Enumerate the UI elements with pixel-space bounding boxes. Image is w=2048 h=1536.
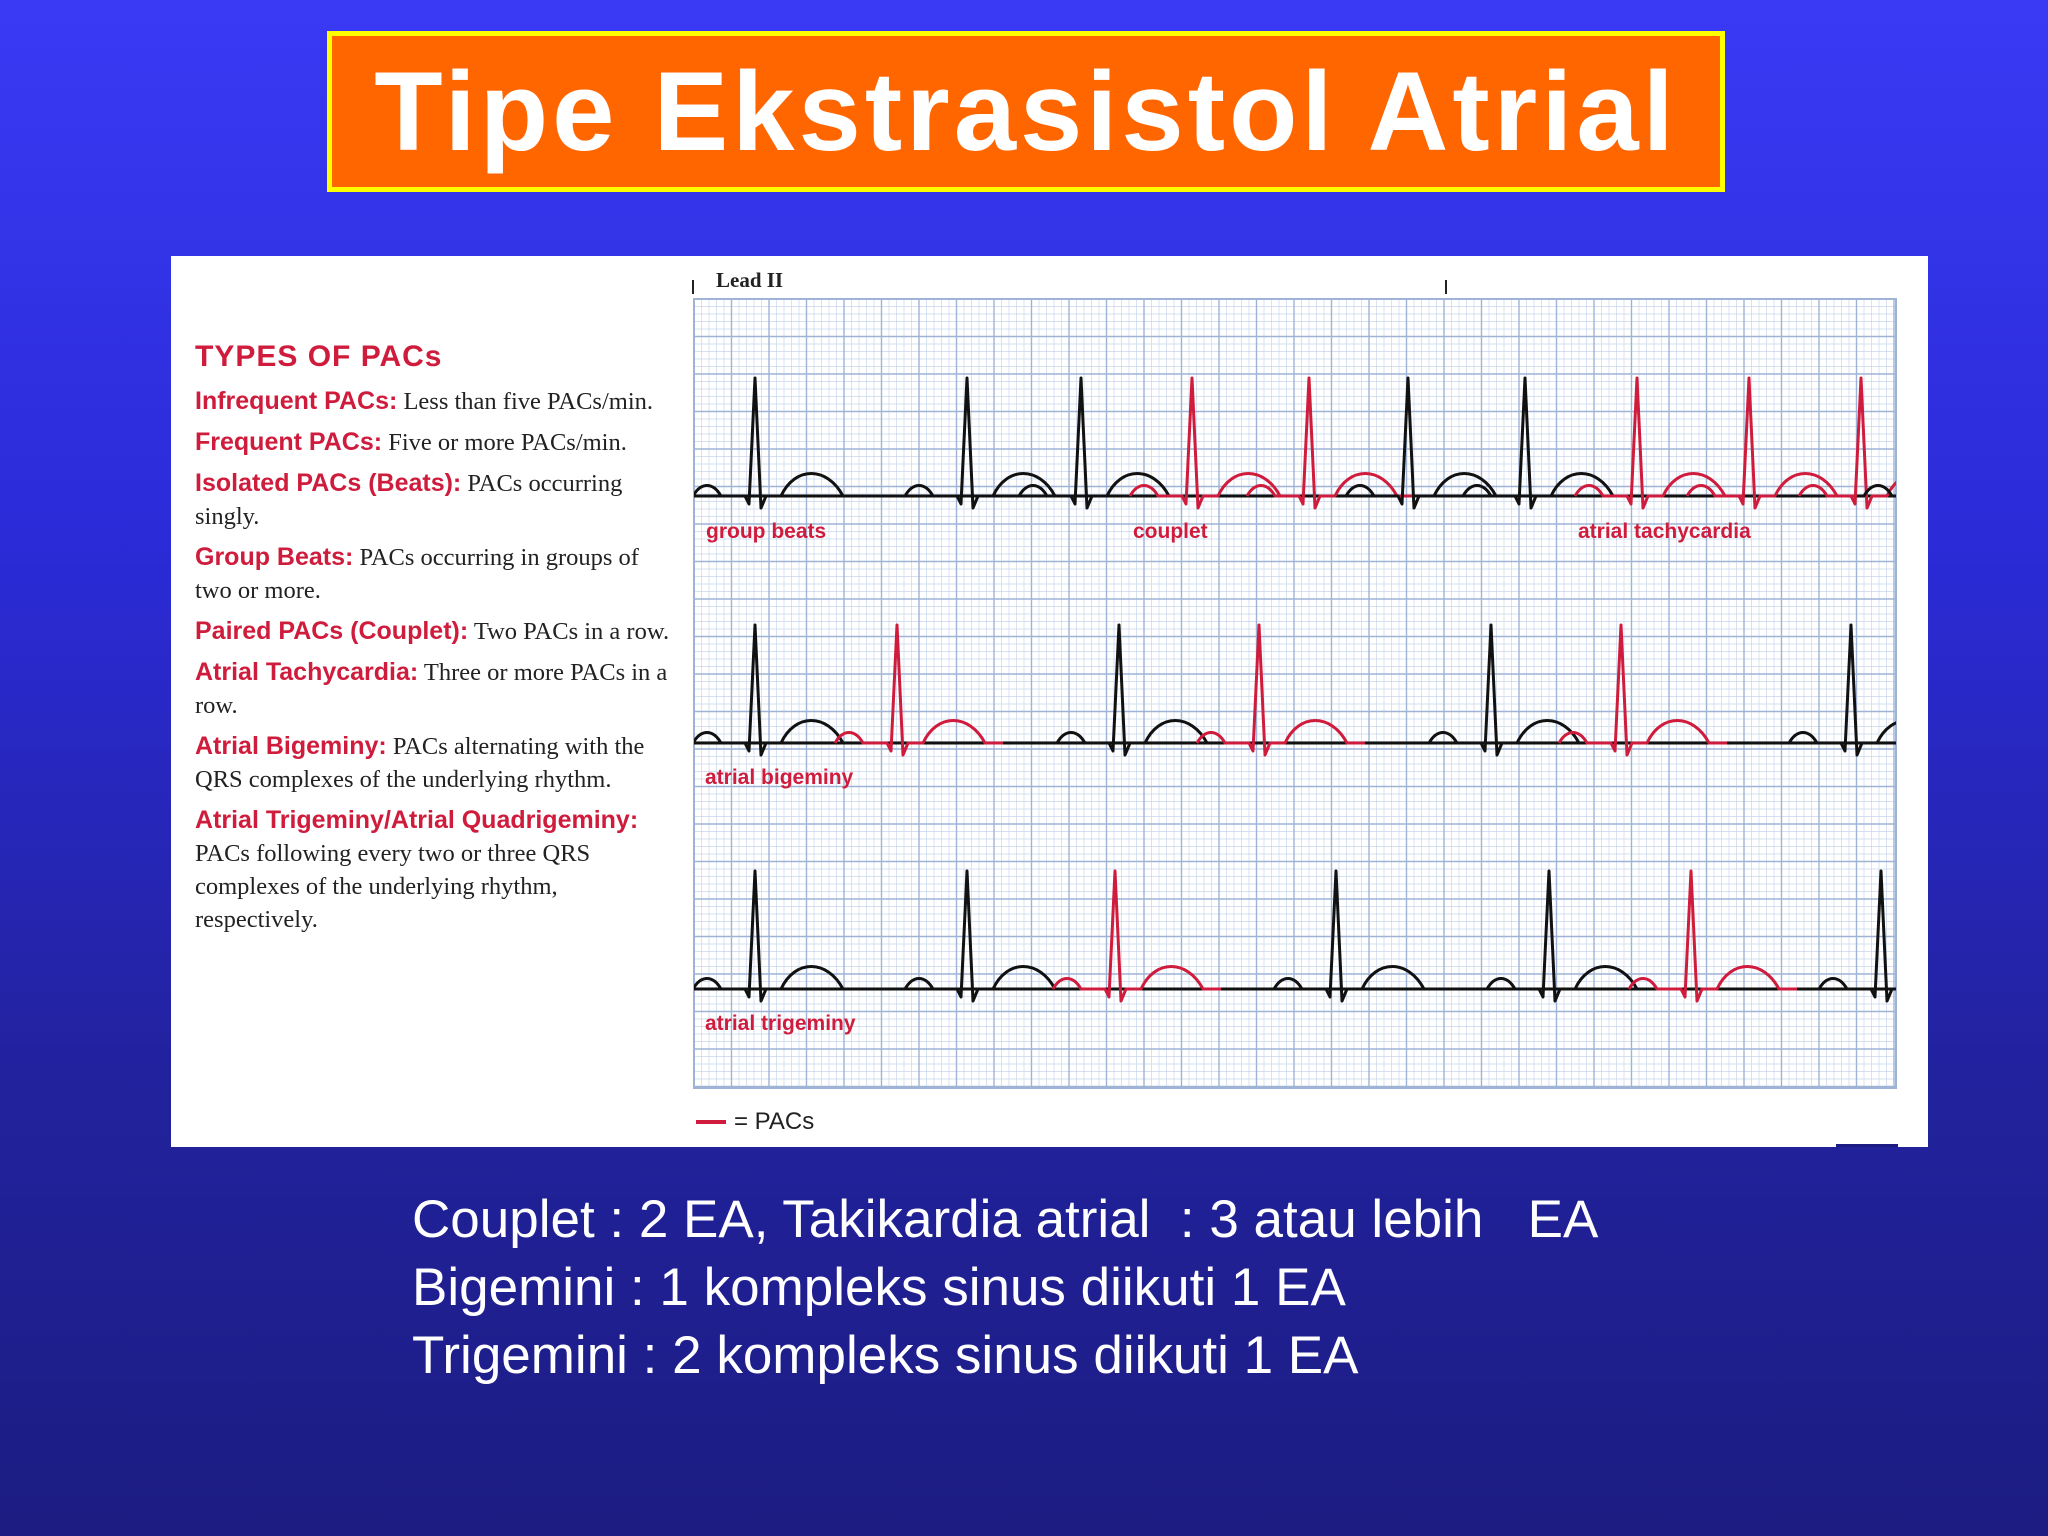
strip-label-couplet: couplet xyxy=(1133,520,1208,543)
type-desc: PACs occurring in groups of two or more. xyxy=(195,544,639,604)
type-desc: Two PACs in a row. xyxy=(473,618,670,645)
type-term: Atrial Tachycardia: xyxy=(195,658,419,686)
type-desc: PACs alternating with the QRS complexes of the underlying rhythm. xyxy=(195,733,645,793)
type-desc: Five or more PACs/min. xyxy=(388,429,627,456)
type-desc: Three or more PACs in a row. xyxy=(195,659,668,719)
normal-beat xyxy=(693,378,861,508)
pac-beat xyxy=(1559,625,1727,755)
pac-beat xyxy=(1575,378,1743,508)
normal-beat xyxy=(905,378,1073,508)
type-term: Paired PACs (Couplet): xyxy=(195,617,469,645)
pac-beat xyxy=(1130,378,1298,508)
summary-line: Couplet : 2 EA, Takikardia atrial : 3 atau lebih EA xyxy=(412,1190,1599,1249)
title-box xyxy=(327,31,1725,192)
normal-beat xyxy=(1019,378,1187,508)
type-term: Atrial Trigeminy/Atrial Quadrigeminy: xyxy=(195,806,639,834)
type-term: Atrial Bigeminy: xyxy=(195,732,387,760)
ecg-grid-minor xyxy=(694,299,1896,1088)
type-term: Isolated PACs (Beats): xyxy=(195,469,462,497)
strip-label-atrial-trigeminy: atrial trigeminy xyxy=(705,1012,856,1035)
normal-beat xyxy=(1789,625,1928,755)
type-term: Frequent PACs: xyxy=(195,428,383,456)
corner-mark xyxy=(1836,1144,1898,1147)
normal-beat xyxy=(1057,625,1225,755)
summary-line: Bigemini : 1 kompleks sinus diikuti 1 EA xyxy=(412,1258,1346,1317)
normal-beat xyxy=(693,625,861,755)
pac-legend-swatch xyxy=(696,1120,726,1124)
strip-label-atrial-bigeminy: atrial bigeminy xyxy=(705,766,854,789)
summary-text xyxy=(412,1186,1598,1390)
type-term: Group Beats: xyxy=(195,543,354,571)
lead-label: Lead II xyxy=(716,268,784,292)
type-desc: PACs occurring singly. xyxy=(195,470,623,530)
types-heading: TYPES OF PACs xyxy=(195,340,443,373)
ecg-strip-chart xyxy=(171,256,1928,1147)
strip-label-atrial-tachycardia: atrial tachycardia xyxy=(1578,520,1751,543)
normal-beat xyxy=(1463,378,1631,508)
summary-line: Trigemini : 2 kompleks sinus diikuti 1 EA xyxy=(412,1326,1359,1385)
type-desc: PACs following every two or three QRS complexes of the underlying rhythm, respectively. xyxy=(195,840,591,933)
pac-beat xyxy=(1197,625,1365,755)
pac-legend-text: = PACs xyxy=(734,1108,815,1135)
pac-legend xyxy=(696,1108,814,1136)
ecg-figure xyxy=(171,256,1928,1147)
type-desc: Less than five PACs/min. xyxy=(403,388,653,415)
pac-beat xyxy=(1687,378,1855,508)
slide-title: Tipe Ekstrasistol Atrial xyxy=(374,48,1678,174)
type-term: Infrequent PACs: xyxy=(195,387,398,415)
strip-label-group-beats: group beats xyxy=(706,520,827,543)
